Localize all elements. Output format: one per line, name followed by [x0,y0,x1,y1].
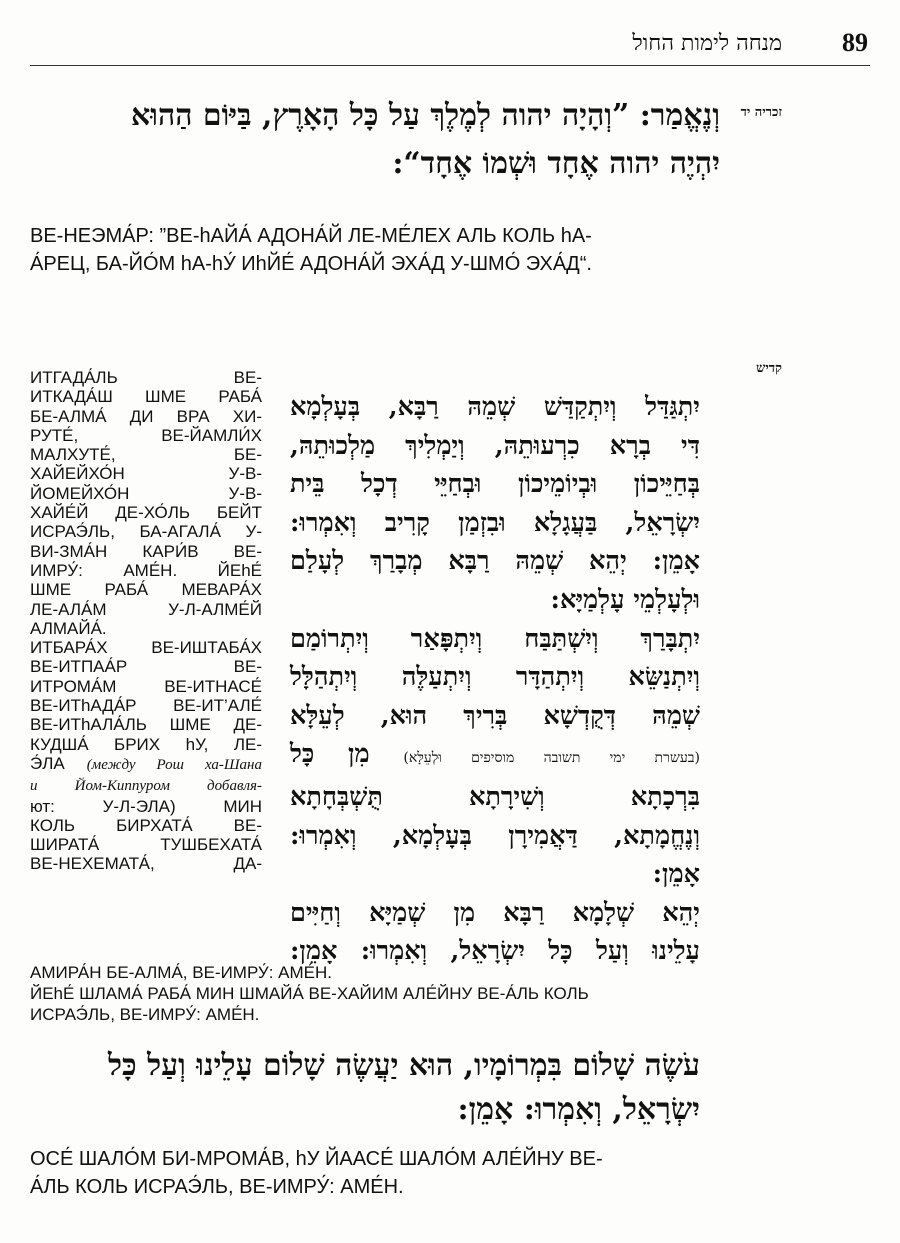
kaddish-hebrew-line: אָמֵן: [652,859,700,890]
translit-line: РУТЕ́, ВЕ-ЙАМЛИ́Х [30,425,262,445]
translit-line: ШМЕ РАБА́ МЕВАРА́Х [30,580,262,600]
oseh-translit-line: А́ЛЬ КОЛЬ ИСРАЭ́ЛЬ, ВЕ-ИМРУ́: АМЕ́Н. [30,1176,404,1198]
translit-line: ИТРОМА́М ВЕ-ИТНАСЕ́ [30,676,262,696]
translit-note: (между Рош ха-Шана [86,756,262,773]
translit-line: ВИ-ЗМА́Н КАРИ́В ВЕ- [30,541,262,561]
kaddish-hebrew-line: יִשְׂרָאֵל, בַּעֲגָלָא וּבִזְמַן קָרִיב וְאִמְרוּ: [290,507,700,538]
page-number: 89 [842,28,868,57]
kaddish-hebrew-line: וּלְעָלְמֵי עָלְמַיָּא: [550,584,700,615]
kaddish-transliteration-continued [30,962,710,1025]
kaddish-hebrew-line: יִתְגַּדַּל וְיִתְקַדַּשׁ שְׁמֵהּ רַבָּא, בְּעָלְמָא [290,392,700,422]
kaddish-label: קדיש [756,361,782,376]
kaddish-hebrew-line: בִּרְכָתָא וְשִׁירָתָא תֻּשְׁבְּחָתָא [290,781,700,812]
translit-line: ЙЕhЕ́ ШЛАМА́ РАБА́ МИН ШМАЙА́ ВЕ-ХАЙИМ АЛЕ́ЙНУ ВЕ-А́ЛЬ КОЛЬ [30,984,589,1003]
translit-line: ВЕ-ИТhАДА́Р ВЕ-ИТ’АЛЕ́ [30,696,262,716]
verse-translit-line: А́РЕЦ, БА-ЙО́М hА-hУ́ ИhЙЕ́ АДОНА́Й ЭХА́Д У-ШМО́ ЭХА́Д“. [30,253,592,275]
translit-word: Э́ЛА [30,753,65,773]
kaddish-hebrew-note: (בעשרת ימי תשובה מוסיפים וּלְעֵלָּא) [403,750,700,767]
translit-line: ЛЕ-АЛА́М У-Л-АЛМЕ́Й [30,599,262,619]
translit-line: ХАЙЕ́Й ДЕ-ХО́ЛЬ БЕЙТ [30,503,262,523]
translit-line: ИТКАДА́Ш ШМЕ РАБА́ [30,387,262,407]
translit-note-line [30,775,262,796]
translit-note: и Йом-Киппуром добавля- [30,778,262,795]
source-reference: זכריה יד [740,105,782,120]
verse-translit-line: ВЕ-НЕЭМА́Р: ”ВЕ-hАЙА́ АДОНА́Й ЛЕ-МЕ́ЛЕХ АЛЬ КОЛЬ hА- [30,225,592,247]
kaddish-hebrew-line: שְׁמֵהּ דְּקֻדְשָׁא בְּרִיךְ הוּא, לְעֵלָּא [290,700,700,731]
translit-line: ИСРАЭ́ЛЬ, ВЕ-ИМРУ́: АМЕ́Н. [30,1005,260,1024]
verse-transliteration [30,222,710,278]
kaddish-hebrew-line: אָמֵן: יְהֵא שְׁמֵהּ רַבָּא מְבָרַךְ לְעָלַם [290,546,700,577]
oseh-shalom-hebrew [30,1044,700,1132]
kaddish-hebrew-line: דִּי בְרָא כִרְעוּתֵהּ, וְיַמְלִיךְ מַלְכוּתֵהּ, [290,430,700,461]
running-title: מנחה לימות החול [632,31,782,56]
oseh-hebrew-line: עֹשֶׂה שָׁלוֹם בִּמְרוֹמָיו, הוּא יַעֲשֶׂה שָׁלוֹם עָלֵינוּ וְעַל כָּל [107,1048,700,1083]
verse-hebrew-line: יִהְיֶה יהוה אֶחָד וּשְׁמוֹ אֶחָד“: [392,146,720,181]
translit-line: ВЕ-ИТПАА́Р ВЕ- [30,657,262,677]
translit-line: ИТБАРА́Х ВЕ-ИШТАБА́Х [30,638,262,658]
kaddish-transliteration-column [30,368,262,874]
translit-line: ВЕ-ИТhАЛА́ЛЬ ШМЕ ДЕ- [30,715,262,735]
verse-hebrew-line: וְנֶאֱמַר: ”וְהָיָה יהוה לְמֶלֶךְ עַל כָּל הָאָרֶץ, בַּיּוֹם הַהוּא [131,98,720,133]
oseh-translit-line: ОСЕ́ ШАЛО́М БИ-МРОМА́В, hУ ЙААСЕ́ ШАЛО́М АЛЕ́ЙНУ ВЕ- [30,1148,603,1170]
translit-line: ВЕ-НЕХЕМАТА́, ДА- [30,854,262,874]
translit-line: КУДША́ БРИХ hУ, ЛЕ- [30,734,262,754]
kaddish-hebrew-line: יִתְבָּרַךְ וְיִשְׁתַּבַּח וְיִתְפָּאַר וְיִתְרוֹמַם [290,623,700,654]
kaddish-hebrew-line: בְּחַיֵּיכוֹן וּבְיוֹמֵיכוֹן וּבְחַיֵּי דְכָל בֵּית [290,469,700,500]
translit-line-with-note [30,754,262,775]
kaddish-hebrew-line: יְהֵא שְׁלָמָא רַבָּא מִן שְׁמַיָּא וְחַיִּים [290,897,700,928]
translit-line: ют: У-Л-ЭЛА) МИН [30,796,262,816]
translit-line: ШИРАТА́ ТУШБЕХАТА́ [30,835,262,855]
kaddish-hebrew-line-with-note [290,735,700,778]
translit-line: БЕ-АЛМА́ ДИ ВРА ХИ- [30,406,262,426]
verse-hebrew [120,92,720,188]
translit-line: МАЛХУТЕ́, БЕ- [30,445,262,465]
translit-line: ИСРАЭ́ЛЬ, БА-АГАЛА́ У- [30,522,262,542]
translit-line: ЙОМЕЙХО́Н У-В- [30,483,262,503]
translit-line: ХАЙЕЙХО́Н У-В- [30,464,262,484]
oseh-shalom-transliteration [30,1145,710,1201]
translit-line: АЛМАЙА́. [30,618,107,638]
kaddish-hebrew-line: וְיִתְנַשֵּׂא וְיִתְהַדָּר וְיִתְעַלֶּה וְיִתְהַלָּל [290,662,700,693]
translit-line: ИМРУ́: АМЕ́Н. ЙЕhЕ́ [30,560,262,580]
header-rule [30,65,870,66]
kaddish-hebrew-fragment: מִן כָּל [290,739,370,770]
translit-line: АМИРА́Н БЕ-АЛМА́, ВЕ-ИМРУ́: АМЕ́Н. [30,963,332,982]
kaddish-hebrew [290,388,700,971]
translit-line: ИТГАДА́ЛЬ ВЕ- [30,368,262,387]
oseh-hebrew-line: יִשְׂרָאֵל, וְאִמְרוּ: אָמֵן: [457,1092,700,1127]
kaddish-hebrew-line: עָלֵינוּ וְעַל כָּל יִשְׂרָאֵל, וְאִמְרוּ: אָמֵן: [290,936,700,967]
kaddish-hebrew-line: וְנֶחֱמָתָא, דַּאֲמִירָן בְּעָלְמָא, וְאִמְרוּ: [290,820,700,851]
translit-line: КОЛЬ БИРХАТА́ ВЕ- [30,815,262,835]
